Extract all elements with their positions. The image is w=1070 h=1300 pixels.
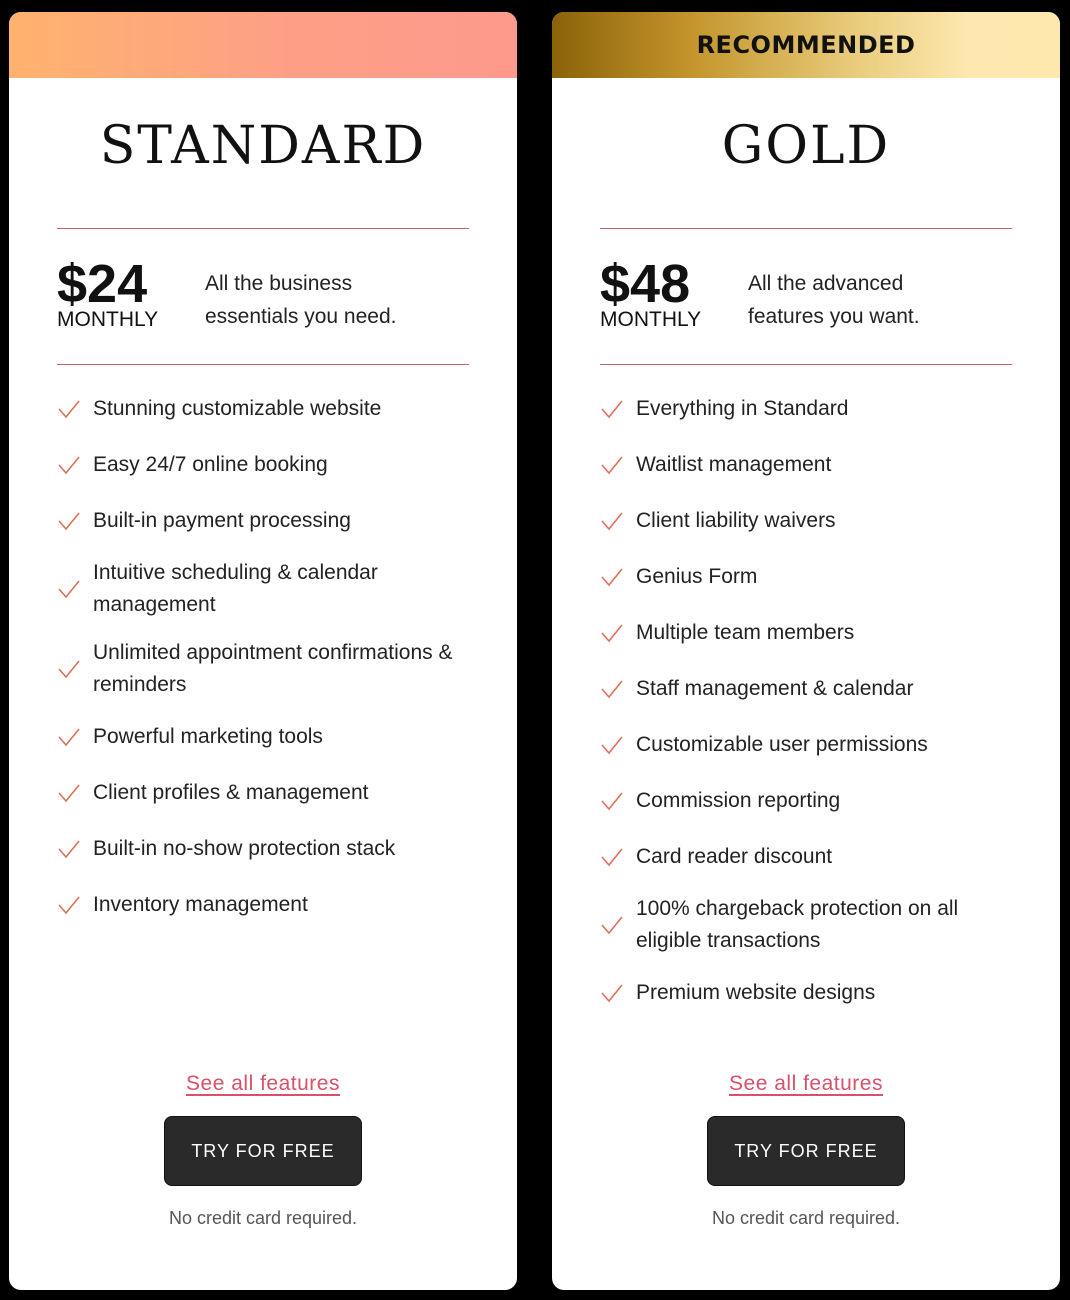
feature-text: Premium website designs — [636, 981, 876, 1004]
feature-text: Built-in payment processing — [93, 509, 351, 532]
check-icon — [57, 893, 93, 917]
feature-item — [600, 613, 1020, 653]
feature-text: Stunning customizable website — [93, 397, 382, 420]
feature-item — [57, 637, 477, 701]
plan-footer — [552, 1072, 1060, 1229]
feature-item — [600, 837, 1020, 877]
feature-item — [600, 781, 1020, 821]
try-for-free-button[interactable]: TRY FOR FREE — [164, 1116, 362, 1186]
feature-text: Client liability waivers — [636, 509, 836, 532]
no-credit-card-note: No credit card required. — [711, 1208, 901, 1228]
price-column — [57, 229, 205, 364]
check-icon — [57, 577, 93, 601]
check-icon — [600, 733, 636, 757]
plan-description: All the business essentials you need. — [205, 272, 397, 328]
see-all-features-link[interactable]: See all features — [729, 1072, 883, 1095]
no-credit-card-note: No credit card required. — [168, 1208, 358, 1228]
feature-text: Easy 24/7 online booking — [93, 453, 328, 476]
price-period: MONTHLY — [600, 308, 702, 331]
plan-name: STANDARD — [99, 116, 427, 176]
feature-item — [600, 445, 1020, 485]
check-icon — [600, 789, 636, 813]
feature-item — [57, 557, 477, 621]
feature-item — [600, 725, 1020, 765]
check-icon — [57, 509, 93, 533]
check-icon — [57, 725, 93, 749]
feature-text: Powerful marketing tools — [93, 725, 323, 748]
check-icon — [57, 657, 93, 681]
feature-item — [600, 557, 1020, 597]
feature-text: Customizable user permissions — [636, 733, 928, 756]
feature-item — [57, 773, 477, 813]
feature-item — [600, 893, 1020, 957]
feature-text: Everything in Standard — [636, 397, 849, 420]
price-block — [9, 229, 517, 364]
feature-item — [600, 501, 1020, 541]
plan-header-gold — [552, 12, 1060, 78]
feature-item — [600, 973, 1020, 1013]
feature-item — [57, 389, 477, 429]
feature-item — [600, 389, 1020, 429]
check-icon — [600, 981, 636, 1005]
plan-card-gold — [552, 12, 1060, 1290]
feature-text: Intuitive scheduling & calendar management — [93, 561, 378, 616]
plan-name: GOLD — [721, 116, 891, 176]
price-amount: $24 — [57, 254, 148, 314]
feature-text: Card reader discount — [636, 845, 833, 868]
check-icon — [600, 913, 636, 937]
feature-text: Staff management & calendar — [636, 677, 914, 700]
feature-text: Client profiles & management — [93, 781, 369, 804]
feature-text: Unlimited appointment confirmations & reminders — [93, 641, 453, 696]
check-icon — [600, 509, 636, 533]
price-amount: $48 — [600, 254, 691, 314]
feature-item — [57, 829, 477, 869]
check-icon — [600, 845, 636, 869]
check-icon — [600, 565, 636, 589]
feature-item — [57, 885, 477, 925]
feature-list — [9, 365, 517, 925]
feature-text: Commission reporting — [636, 789, 841, 812]
feature-text: Multiple team members — [636, 621, 855, 644]
check-icon — [600, 397, 636, 421]
plan-footer — [9, 1072, 517, 1229]
price-period: MONTHLY — [57, 308, 159, 331]
see-all-features-link[interactable]: See all features — [186, 1072, 340, 1095]
check-icon — [600, 453, 636, 477]
feature-item — [57, 717, 477, 757]
recommended-badge: RECOMMENDED — [696, 31, 916, 59]
check-icon — [57, 781, 93, 805]
check-icon — [600, 677, 636, 701]
feature-text: 100% chargeback protection on all eligible transactions — [636, 897, 959, 952]
plan-card-standard — [9, 12, 517, 1290]
check-icon — [57, 397, 93, 421]
plan-header-standard — [9, 12, 517, 78]
try-for-free-button[interactable]: TRY FOR FREE — [707, 1116, 905, 1186]
feature-text: Inventory management — [93, 893, 308, 916]
feature-text: Waitlist management — [636, 453, 832, 476]
feature-text: Built-in no-show protection stack — [93, 837, 396, 860]
check-icon — [57, 837, 93, 861]
price-column — [600, 229, 748, 364]
plan-description: All the advanced features you want. — [748, 272, 920, 328]
feature-text: Genius Form — [636, 565, 758, 588]
feature-list — [552, 365, 1060, 1013]
feature-item — [57, 445, 477, 485]
feature-item — [57, 501, 477, 541]
feature-item — [600, 669, 1020, 709]
price-block — [552, 229, 1060, 364]
check-icon — [57, 453, 93, 477]
check-icon — [600, 621, 636, 645]
